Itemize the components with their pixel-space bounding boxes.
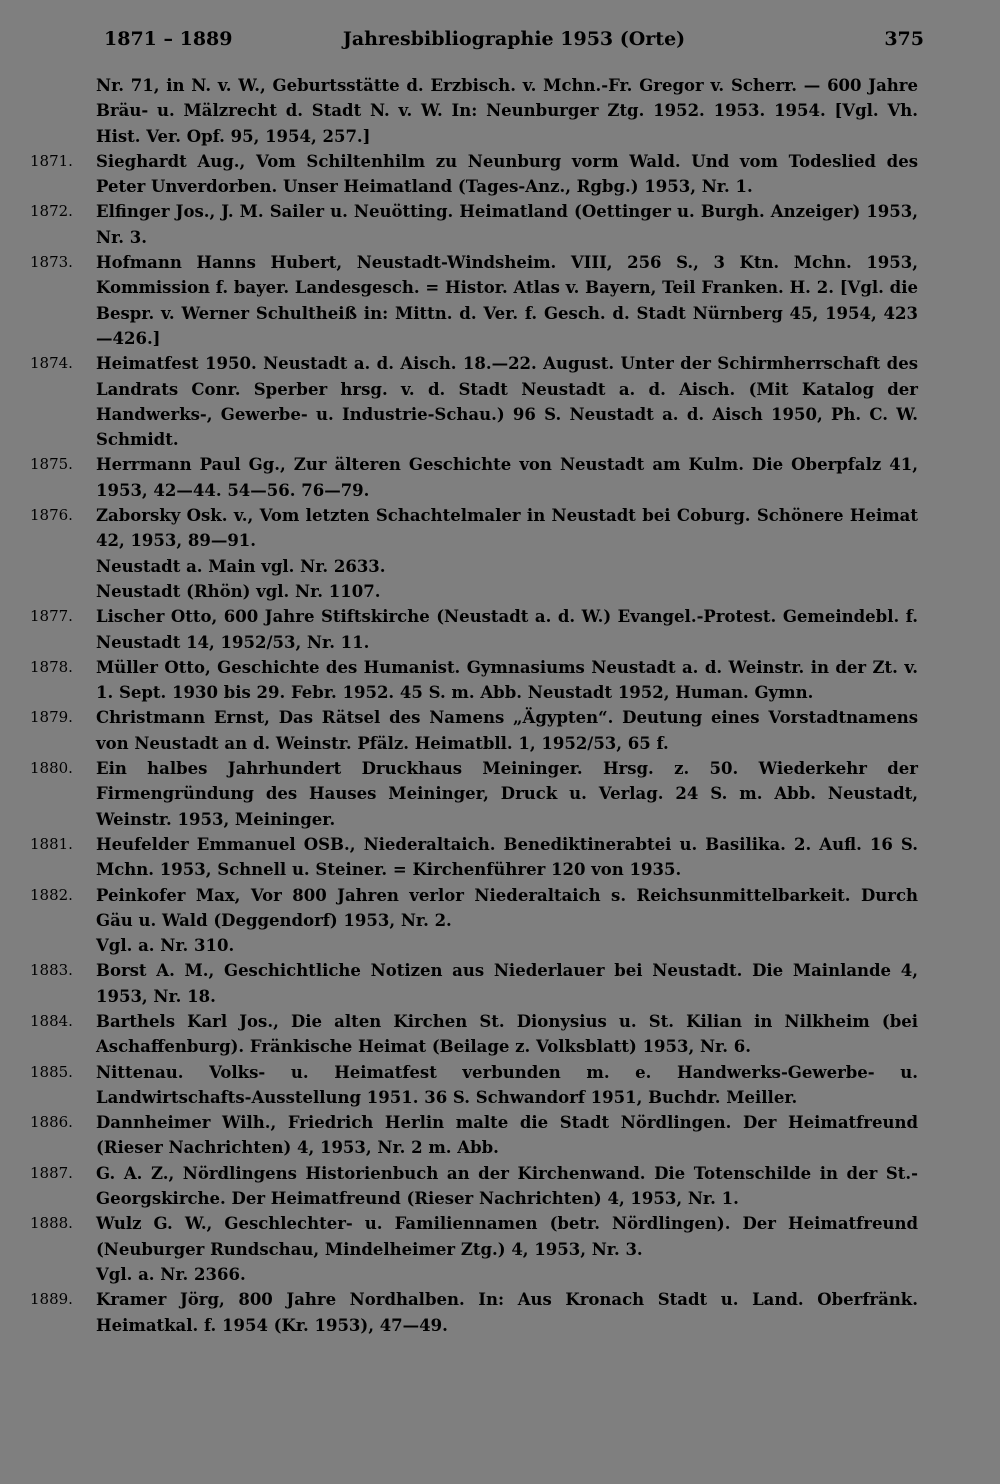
entry-number: 1878. <box>30 657 73 676</box>
bibliography-entry <box>0 73 918 149</box>
entry-number: 1873. <box>30 253 73 272</box>
entry-text: Vgl. a. Nr. 2366. <box>96 1264 246 1284</box>
running-head <box>104 28 924 56</box>
entry-text: Herrmann Paul Gg., Zur älteren Geschichte von Neustadt am Kulm. Die Oberpfalz 41, 1953, 42—44. 54—56. 76—79. <box>96 455 918 500</box>
bibliography-entry <box>0 832 918 883</box>
entry-number: 1875. <box>30 455 73 474</box>
bibliography-entry <box>0 883 918 959</box>
entry-text: Neustadt (Rhön) vgl. Nr. 1107. <box>96 581 381 601</box>
entry-text: G. A. Z., Nördlingens Historienbuch an der Kirchenwand. Die Totenschilde in der St.-Georgskirche. Der Heimatfreund (Rieser Nachrichten) 4, 1953, Nr. 1. <box>96 1163 918 1209</box>
entry-number: 1889. <box>30 1290 73 1309</box>
bibliography-entry <box>0 1060 918 1111</box>
entry-text: Borst A. M., Geschichtliche Notizen aus Niederlauer bei Neustadt. Die Mainlande 4, 1953, Nr. 18. <box>96 961 918 1006</box>
bibliography-entry <box>0 1009 918 1060</box>
bibliography-entry <box>0 756 918 832</box>
bibliography-entry <box>0 503 918 604</box>
entry-text: Christmann Ernst, Das Rätsel des Namens „Ägypten“. Deutung eines Vorstadtnamens von Neustadt an d. Weinstr. Pfälz. Heimatbll. 1, 1952/53, 65 f. <box>96 708 918 753</box>
entry-text: Heufelder Emmanuel OSB., Niederaltaich. Benediktinerabtei u. Basilika. 2. Aufl. 16 S. Mchn. 1953, Schnell u. Steiner. = Kirchenführer 120 von 1935. <box>96 834 918 880</box>
entry-number: 1888. <box>30 1214 73 1233</box>
entry-number: 1886. <box>30 1113 73 1132</box>
entry-text: Sieghardt Aug., Vom Schiltenhilm zu Neunburg vorm Wald. Und vom Todeslied des Peter Unverdorben. Unser Heimatland (Tages-Anz., Rgbg.) 1953, Nr. 1. <box>96 151 918 197</box>
entry-number: 1885. <box>30 1062 73 1081</box>
bibliography-entry <box>0 149 918 200</box>
bibliography-entry <box>0 1110 918 1161</box>
entry-text: Wulz G. W., Geschlechter- u. Familiennamen (betr. Nördlingen). Der Heimatfreund (Neuburger Rundschau, Mindelheimer Ztg.) 4, 1953, Nr. 3. <box>96 1214 918 1259</box>
entry-number: 1876. <box>30 506 73 525</box>
entry-text: Elfinger Jos., J. M. Sailer u. Neuötting. Heimatland (Oettinger u. Burgh. Anzeiger) 1953, Nr. 3. <box>96 202 918 247</box>
bibliography-entry <box>0 1211 918 1287</box>
entry-text: Nr. 71, in N. v. W., Geburtsstätte d. Erzbisch. v. Mchn.-Fr. Gregor v. Scherr. — 600 Jahre Bräu- u. Mälzrecht d. Stadt N. v. W. In: Neunburger Ztg. 1952. 1953. 1954. [Vgl. Vh. Hist. Ver. Opf. 95, 1954, 257.] <box>96 76 918 146</box>
entry-text: Hofmann Hanns Hubert, Neustadt-Windsheim. VIII, 256 S., 3 Ktn. Mchn. 1953, Kommission f. bayer. Landesgesch. = Histor. Atlas v. Bayern, Teil Franken. H. 2. [Vgl. die Bespr. v. Werner Schultheiß in: Mittn. d. Ver. f. Gesch. d. Stadt Nürnberg 45, 1954, 423—426.] <box>96 253 918 348</box>
entry-text: Neustadt a. Main vgl. Nr. 2633. <box>96 556 386 576</box>
entry-number: 1874. <box>30 354 73 373</box>
page-number: 375 <box>884 28 924 50</box>
entry-text: Vgl. a. Nr. 310. <box>96 936 235 956</box>
entry-number: 1872. <box>30 202 73 221</box>
bibliography-entries <box>0 73 1000 1338</box>
bibliography-entry <box>0 1287 918 1338</box>
entry-number: 1884. <box>30 1011 73 1030</box>
entry-number: 1880. <box>30 759 73 778</box>
bibliography-entry <box>0 705 918 756</box>
bibliography-entry <box>0 1161 918 1212</box>
entry-text: Barthels Karl Jos., Die alten Kirchen St. Dionysius u. St. Kilian in Nilkheim (bei Aschaffenburg). Fränkische Heimat (Beilage z. Volksblatt) 1953, Nr. 6. <box>96 1011 918 1057</box>
entry-number: 1879. <box>30 708 73 727</box>
bibliography-entry <box>0 250 918 351</box>
entry-number: 1871. <box>30 151 73 170</box>
entry-text: Peinkofer Max, Vor 800 Jahren verlor Niederaltaich s. Reichsunmittelbarkeit. Durch Gäu u. Wald (Deggendorf) 1953, Nr. 2. <box>96 885 918 930</box>
entry-text: Dannheimer Wilh., Friedrich Herlin malte die Stadt Nördlingen. Der Heimatfreund (Rieser Nachrichten) 4, 1953, Nr. 2 m. Abb. <box>96 1113 918 1158</box>
page-title: Jahresbibliographie 1953 (Orte) <box>342 28 686 50</box>
bibliography-entry <box>0 351 918 452</box>
entry-text: Heimatfest 1950. Neustadt a. d. Aisch. 18.—22. August. Unter der Schirmherrschaft des Landrats Conr. Sperber hrsg. v. d. Stadt Neustadt a. d. Aisch. (Mit Katalog der Handwerks-, Gewerbe- u. Industrie-Schau.) 96 S. Neustadt a. d. Aisch 1950, Ph. C. W. Schmidt. <box>96 354 918 450</box>
bibliography-entry <box>0 199 918 250</box>
entry-text: Müller Otto, Geschichte des Humanist. Gymnasiums Neustadt a. d. Weinstr. in der Zt. v. 1. Sept. 1930 bis 29. Febr. 1952. 45 S. m. Abb. Neustadt 1952, Human. Gymn. <box>96 657 918 703</box>
bibliography-entry <box>0 604 918 655</box>
entry-range: 1871 – 1889 <box>104 28 233 50</box>
bibliography-entry <box>0 452 918 503</box>
entry-text: Ein halbes Jahrhundert Druckhaus Meininger. Hrsg. z. 50. Wiederkehr der Firmengründung des Hauses Meininger, Druck u. Verlag. 24 S. m. Abb. Neustadt, Weinstr. 1953, Meininger. <box>96 759 918 829</box>
entry-text: Kramer Jörg, 800 Jahre Nordhalben. In: Aus Kronach Stadt u. Land. Oberfränk. Heimatkal. f. 1954 (Kr. 1953), 47—49. <box>96 1290 918 1335</box>
entry-number: 1883. <box>30 961 73 980</box>
entry-text: Zaborsky Osk. v., Vom letzten Schachtelmaler in Neustadt bei Coburg. Schönere Heimat 42, 1953, 89—91. <box>96 506 918 551</box>
bibliography-entry <box>0 958 918 1009</box>
entry-number: 1877. <box>30 607 73 626</box>
entry-number: 1882. <box>30 885 73 904</box>
bibliography-entry <box>0 655 918 706</box>
entry-number: 1881. <box>30 834 73 853</box>
entry-text: Lischer Otto, 600 Jahre Stiftskirche (Neustadt a. d. W.) Evangel.-Protest. Gemeindebl. f. Neustadt 14, 1952/53, Nr. 11. <box>96 607 918 652</box>
entry-text: Nittenau. Volks- u. Heimatfest verbunden m. e. Handwerks-Gewerbe- u. Landwirtschafts-Ausstellung 1951. 36 S. Schwandorf 1951, Buchdr. Meiller. <box>96 1062 918 1107</box>
entry-number: 1887. <box>30 1163 73 1182</box>
